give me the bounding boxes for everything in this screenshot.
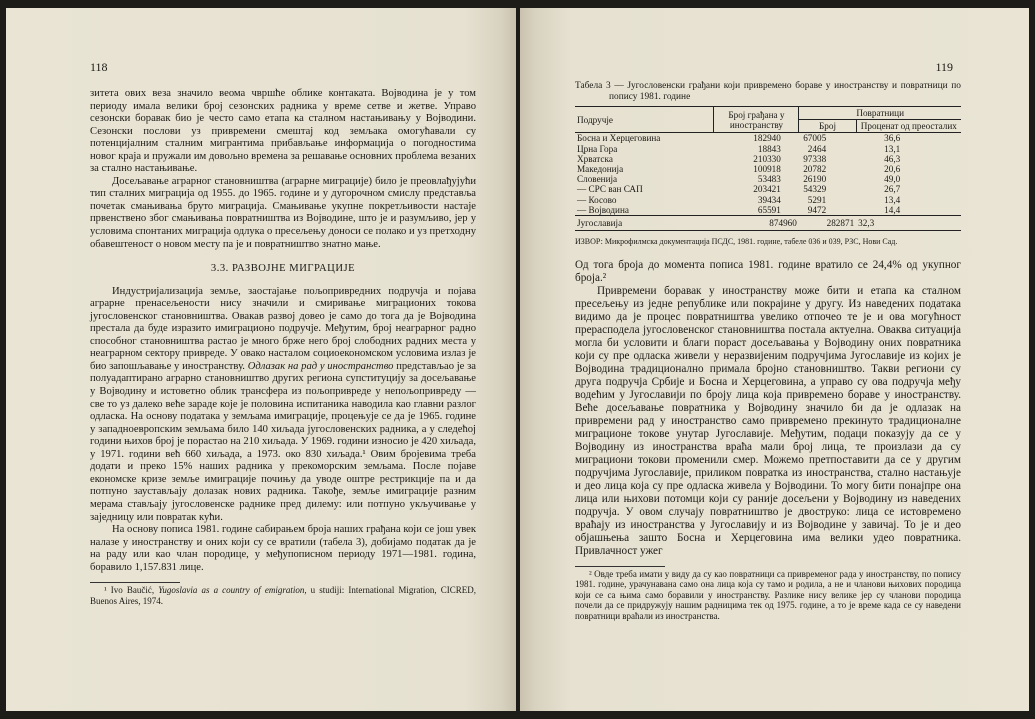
table-row-total (575, 216, 961, 231)
cell-count: 67005 (803, 133, 827, 144)
paragraph: Досељавање аграрног становништва (аграрне миграције) било је преовлађујући тип сталних миграција од 1955. до 1965. године и у дугорочном смислу представља почетак смањивања бруто миграција. Смањивање укупне покретљивости настаје првенствено због смањивања повратништва из Војводине, што је и разумљиво, јер у условима спонтаних миграција одлука о пресељењу доноси се полако и уз претходну обавештеност о новом месту па је и повратништво знатно мање. (90, 175, 476, 250)
left-text-column (90, 88, 476, 606)
column-header-count: Број (799, 120, 856, 133)
cell-abroad: 203421 (753, 184, 781, 195)
cell-count: 26190 (803, 174, 827, 185)
left-page (6, 8, 516, 711)
footnote: ² Овде треба имати у виду да су као повратници са привременог рада у иностранству, по попису 1981. године, урачунавана само она лица која су тамо и родила, а не и чланови њихових породица који се са њима само боравили у иностранству. Разлике нису велике јер су чланови породица почели да се придружују нашим радницима тек од 1975. године, а то је време када се су наведени повратници враћали из иностранства. (575, 568, 961, 621)
cell-percent: 13,4 (884, 194, 901, 205)
section-heading: 3.3. РАЗВОЈНЕ МИГРАЦИЈЕ (210, 263, 356, 275)
right-text-column (575, 81, 961, 621)
cell-abroad: 39434 (757, 194, 781, 205)
table-body (575, 133, 961, 216)
column-header-abroad: Број грађана у иностранству (714, 107, 799, 133)
table-caption: Табела 3 — Југословенски грађани који привремено бораве у иностранству и повратници по попису 1981. године (575, 81, 961, 102)
table-row (575, 195, 961, 205)
cell-count: 54329 (803, 184, 827, 195)
table-row (575, 174, 961, 184)
cell-region: — Војводина (577, 204, 629, 215)
cell-region: — СРС ван САП (577, 184, 643, 195)
paragraph: На основу пописа 1981. године сабирањем броја наших грађана који се још увек налазе у иностранству и оних који су се вратили (табела 3), добијамо податак да је на раду или као члан породице, у међупописном периоду 1971—1981. година, боравило 1,157.831 лице. (90, 524, 476, 573)
cell-region: Босна и Херцеговина (577, 133, 661, 144)
cell-region: Црна Гора (577, 143, 618, 154)
column-header-region: Подручје (577, 114, 613, 125)
cell-percent: 14,4 (884, 204, 901, 215)
paragraph: зитета ових веза значило веома чвршће облике контаката. Војводина је у том периоду имала велики број сезонских радника у време сетве и жетве. Управо сезонски боравак био је често само етапа ка сталном настањивању у Војводини. Сезонски послови уз привремени смештај код земљака омогућавали су потенцијалним сталним мигрантима прибављање информација о погодностима новог краја и пружали им довољно времена за решавање основних проблема везаних за стално настањивање. (90, 88, 476, 175)
table-row (575, 133, 961, 144)
page-number: 119 (935, 60, 953, 74)
cell-abroad: 210330 (753, 153, 781, 164)
cell-percent: 46,3 (884, 153, 901, 164)
cell-percent: 49,0 (884, 174, 901, 185)
cell-percent: 32,3 (856, 216, 961, 231)
page-number: 118 (90, 60, 108, 74)
paragraph: Индустријализација земље, заостајање пољопривредних подручја и појава аграрне пренасељености нису значили и смиривање миграционих токова југословенског становништва. Овакав развој довео је само до тога да је Војводина престала да буде изразито имиграционо подручје. Међутим, број неаграрног радно способног становништва растао је много брже него број слободних радних места у неаграрном сектору привреде. У овако насталом социоекономском условима излаз је био запошљавање у иностранству. Одлазак на рад у иностранство представљао је за полуадаптирано аграрно становништво других региона супституцију за досељавање у Војводину и истоветно облик трансфера из пољопривреде у непољопривреду — све то уз далеко веће зараде које је половина испитаника наводила као главни разлог одласка. На основу података у земљама имиграције, процењује се да је 1965. године у западноевропским земљама било 140 хиљада југословенских радника, а у следећој години њихов број је порастао на 210 хиљада. У 1969. години износио је 420 хиљада, у 1971. години већ 660 хиљада, а 1973. око 830 хиљада.¹ Овим бројевима треба додати и преко 15% наших радника у прекоморским земљама. После појаве економске кризе земље имиграције почињу да уводе оштре рестрикције па и да потпуно заустављају долазак нових радника. Такође, земље имиграције разним мерама стављају југословенске раднике пред дилему: или потпуно укључивање у заједницу или повратак кући. (90, 285, 476, 523)
cell-abroad: 18843 (757, 143, 781, 154)
cell-abroad: 53483 (757, 174, 781, 185)
column-header-percent: Проценат од преосталих (856, 120, 961, 133)
footnote: ¹ Ivo Baučić, Yugoslavia as a country of emigration, u studiji: International Migration, CICRED, Buenos Aires, 1974. (90, 585, 477, 606)
cell-abroad: 65591 (757, 204, 781, 215)
cell-abroad: 874960 (714, 216, 799, 231)
cell-percent: 26,7 (884, 184, 901, 195)
cell-count: 5291 (807, 194, 827, 205)
cell-region: Македонија (577, 164, 624, 175)
cell-percent: 20,6 (884, 164, 901, 175)
cell-abroad: 182940 (753, 133, 781, 144)
paragraph: Привремени боравак у иностранству може бити и етапа ка сталном пресељењу из једне републике или покрајине у другу. Из наведених података видимо да је процес повратништва увелико отпочео те је и ова могућност прерасподела југословенског становништва постала актуелна. Оваква ситуација могла би условити и благи пораст досељавања у Војводину оних повратника који су пре одласка живели у неразвијеним подручјима Југославије из којих је Војводина традиционално примала бројно становништво. Такви региони су друга подручја Србије и Босна и Херцеговина, а управо су ова подручја међу водећим у Југославији по броју лица која привремено бораве у иностранству. Веће досељавање повратника у Војводину значило би да је одлазак на привремени рад у иностранство само привремено прекинуто традиционалне миграционе токове унутар Југославије. Међутим, подаци показују да се у Војводину из иностранства враћа мали број лица, те произлази да су миграциони токови променили смер. Можемо претпоставити да се у другим подручјима Југославије, приликом повратка из иностранства, стално настањује и део лица која су пре одласка живела у Војводини. То могу бити понајпре она лица или њихови потомци који су раније досељени у Војводину из наведених подручја. У овом случају повратништво је двоструко: лица се истовремено враћају из иностранства у Југославију и из Војводине у завичај. То је и део објашњења зашто Босна и Херцеговина има велики удео повратника. Привлачност ужег (575, 284, 961, 557)
table-row (575, 205, 961, 216)
table-row (575, 154, 961, 164)
cell-count: 97338 (803, 153, 827, 164)
table-row (575, 144, 961, 154)
cell-region: — Косово (577, 194, 617, 205)
footnote-rule (90, 582, 180, 583)
cell-count: 282871 (799, 216, 856, 231)
cell-region: Словенија (577, 174, 618, 185)
footnote-rule (575, 566, 665, 567)
cell-count: 2464 (807, 143, 827, 154)
cell-percent: 13,1 (884, 143, 901, 154)
cell-region: Хрватска (577, 153, 613, 164)
cell-count: 9472 (807, 204, 827, 215)
paragraph: Од тога броја до момента пописа 1981. године вратило се 24,4% од укупног броја.² (575, 258, 961, 284)
data-table (575, 106, 961, 231)
column-header-returnees: Повратници (799, 107, 961, 120)
table-source: ИЗВОР: Микрофилмска документација ПСДС, 1981. године, табеле 036 и 039, РЗС, Нови Сад. (575, 237, 898, 247)
table-row (575, 184, 961, 194)
right-page (520, 8, 1029, 711)
table-row (575, 164, 961, 174)
cell-percent: 36,6 (884, 133, 901, 144)
cell-region: Југославија (575, 216, 714, 231)
cell-abroad: 100918 (753, 164, 781, 175)
cell-count: 20782 (803, 164, 827, 175)
